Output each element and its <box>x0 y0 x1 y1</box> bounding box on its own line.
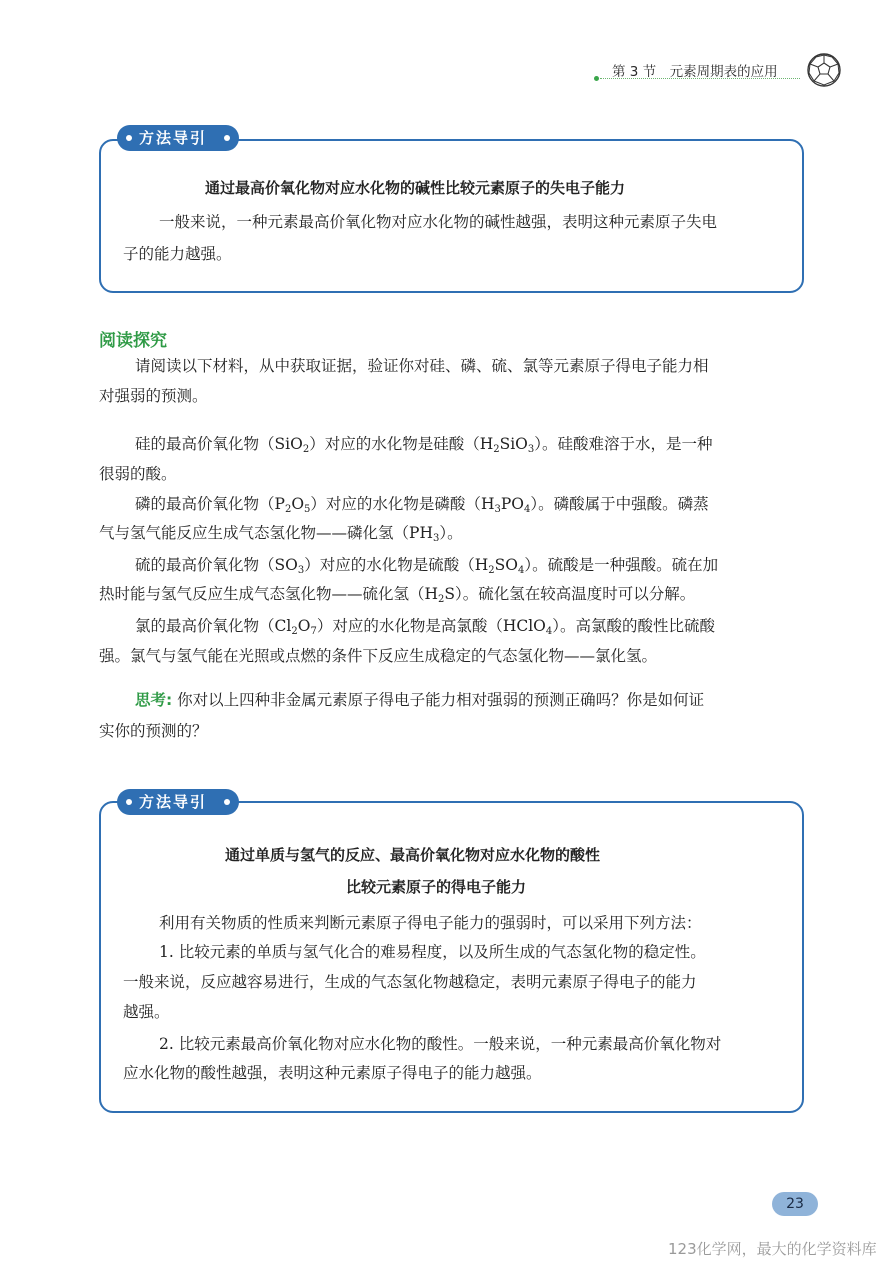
box2-line-5: 2. 比较元素最高价氧化物对应水化物的酸性。一般来说，一种元素最高价氧化物对 <box>159 1035 722 1053</box>
method-guide-tag-1 <box>117 125 239 151</box>
tag-label: 方法导引 <box>139 129 208 147</box>
box2-line-2: 1. 比较元素的单质与氢气化合的难易程度，以及所生成的气态氢化物的稳定性。 <box>159 943 706 961</box>
si-paragraph-line-1: 硅的最高价氧化物（SiO$_2$）对应的水化物是硅酸$(H_2SiO_3)$。硅酸难溶于水，是一种 <box>135 435 713 455</box>
think-line-1: 思考: 你对以上四种非金属元素原子得电子能力相对强弱的预测正确吗？你是如何证 <box>135 691 705 709</box>
header-rule <box>600 78 800 79</box>
cl-paragraph-line-2: 强。氯气与氢气能在光照或点燃的条件下反应生成稳定的气态氢化物——氯化氢。 <box>99 647 658 665</box>
s-paragraph-line-2: 热时能与氢气反应生成气态氢化物——硫化氢$(H_2S)$。硫化氢在较高温度时可以分解。 <box>99 585 696 605</box>
running-header <box>598 58 798 82</box>
box2-title-2: 比较元素原子的得电子能力 <box>346 878 527 896</box>
cl-paragraph-line-1: 氯的最高价氧化物$(Cl_2O_7)$对应的水化物是高氯酸（HClO$_4$）。高氯酸的酸性比硫酸 <box>135 617 716 637</box>
tag-dot-left <box>126 135 132 141</box>
tag-dot-right <box>224 799 230 805</box>
method-guide-tag-2 <box>117 789 239 815</box>
think-line-2: 实你的预测的？ <box>99 722 208 740</box>
s-paragraph-line-1: 硫的最高价氧化物$(SO_3)$对应的水化物是硫酸$(H_2SO_4)$。硫酸是一种强酸。硫在加 <box>135 556 719 576</box>
p-paragraph-line-2: 气与氢气能反应生成气态氢化物——磷化氢$(PH_3)$。 <box>99 524 463 544</box>
p-paragraph-line-1: 磷的最高价氧化物$(P_2O_5)$对应的水化物是磷酸$(H_3PO_4)$。磷酸属于中强酸。磷蒸 <box>135 495 709 515</box>
watermark: 123化学网，最大的化学资料库 <box>668 1240 877 1258</box>
page-number: 23 <box>772 1192 818 1216</box>
box1-line-2: 子的能力越强。 <box>123 245 232 263</box>
header-dot <box>594 76 599 81</box>
tag-label: 方法导引 <box>139 793 208 811</box>
box2-line-6: 应水化物的酸性越强，表明这种元素原子得电子的能力越强。 <box>123 1064 542 1082</box>
reading-intro-2: 对强弱的预测。 <box>99 387 208 405</box>
tag-dot-left <box>126 799 132 805</box>
reading-heading: 阅读探究 <box>99 331 167 351</box>
reading-intro-1: 请阅读以下材料，从中获取证据，验证你对硅、磷、硫、氯等元素原子得电子能力相 <box>135 357 709 375</box>
box1-title: 通过最高价氧化物对应水化物的碱性比较元素原子的失电子能力 <box>205 179 626 197</box>
think-label: 思考: <box>135 691 173 709</box>
box2-line-1: 利用有关物质的性质来判断元素原子得电子能力的强弱时，可以采用下列方法： <box>159 914 702 932</box>
box2-line-3: 一般来说，反应越容易进行，生成的气态氢化物越稳定，表明元素原子得电子的能力 <box>123 973 697 991</box>
section-title: 第 3 节 元素周期表的应用 <box>612 64 778 80</box>
fullerene-ball-icon <box>806 52 842 88</box>
box2-title-1: 通过单质与氢气的反应、最高价氧化物对应水化物的酸性 <box>225 846 601 864</box>
tag-dot-right <box>224 135 230 141</box>
box2-line-4: 越强。 <box>123 1003 170 1021</box>
box1-line-1: 一般来说，一种元素最高价氧化物对应水化物的碱性越强，表明这种元素原子失电 <box>159 213 718 231</box>
si-paragraph-line-2: 很弱的酸。 <box>99 465 177 483</box>
